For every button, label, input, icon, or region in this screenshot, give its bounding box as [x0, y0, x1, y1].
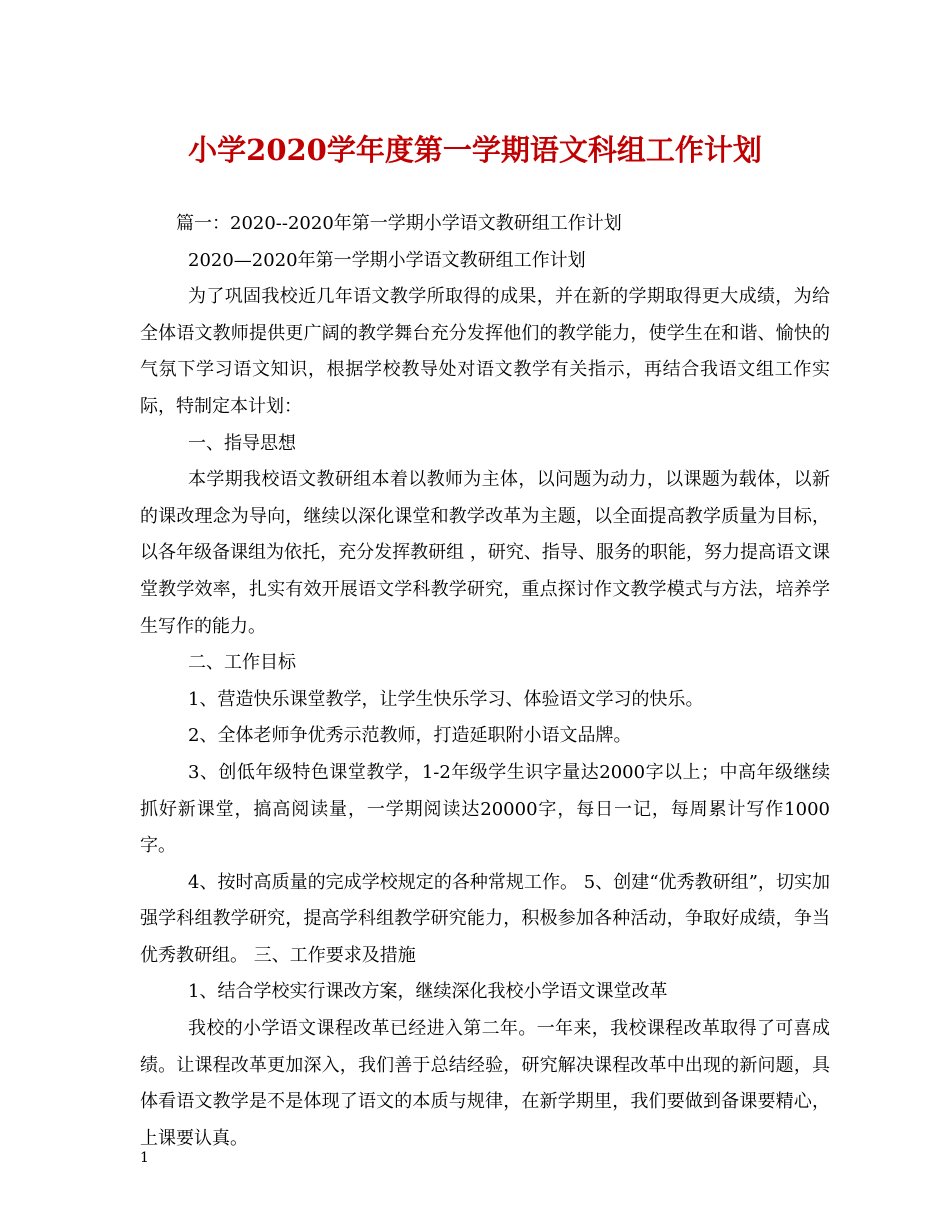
paragraph-3: 为了巩固我校近几年语文教学所取得的成果，并在新的学期取得更大成绩，为给全体语文教师提供更广阔的教学舞台充分发挥他们的教学能力，使学生在和谐、愉快的气氛下学习语文知识，根据学校教导处对语文教学有关指示，再结合我语文组工作实际，特制定本计划：	[140, 286, 830, 417]
paragraph-12: 我校的小学语文课程改革已经进入第二年。一年来，我校课程改革取得了可喜成绩。让课程改革更加深入，我们善于总结经验，研究解决课程改革中出现的新问题，具体看语文教学是不是体现了语文的本质与规律，在新学期里，我们要做到备课要精心，上课要认真。	[140, 1018, 830, 1149]
section-heading-1: 一、指导思想	[188, 432, 296, 454]
list-item-5: 1、结合学校实行课改方案，继续深化我校小学语文课堂改革	[188, 981, 668, 1003]
paragraph-5: 本学期我校语文教研组本着以教师为主体，以问题为动力，以课题为载体，以新的课改理念为导向，继续以深化课堂和教学改革为主题，以全面提高教学质量为目标，以各年级备课组为依托，充分发挥教研组 ，研究、指导、服务的职能，努力提高语文课堂教学效率，扎实有效开展语文学科教学研究，重点探讨作文教学模式与方法，培养学生写作的能力。	[140, 469, 830, 637]
page-number: 1	[140, 1150, 149, 1166]
list-item-2: 2、全体老师争优秀示范教师，打造延职附小语文品牌。	[188, 725, 632, 747]
document-title: 小学2020学年度第一学期语文科组工作计划	[188, 133, 762, 167]
list-item-1: 1、营造快乐课堂教学，让学生快乐学习、体验语文学习的快乐。	[188, 688, 704, 710]
list-item-3: 3、创低年级特色课堂教学，1-2年级学生识字量达2000字以上；中高年级继续抓好新课堂，搞高阅读量，一学期阅读达20000字，每日一记，每周累计写作1000字。	[140, 761, 830, 857]
document-body	[140, 206, 830, 1157]
list-item-4: 4、按时高质量的完成学校规定的各种常规工作。 5、创建“优秀教研组”，切实加强学科组教学研究，提高学科组教学研究能力，积极参加各种活动，争取好成绩，争当优秀教研组。 三、工作要求及措施	[140, 871, 830, 966]
section-heading-2: 二、工作目标	[188, 652, 296, 674]
paragraph-1: 篇一：2020--2020年第一学期小学语文教研组工作计划	[176, 213, 622, 234]
paragraph-2: 2020—2020年第一学期小学语文教研组工作计划	[188, 249, 586, 271]
